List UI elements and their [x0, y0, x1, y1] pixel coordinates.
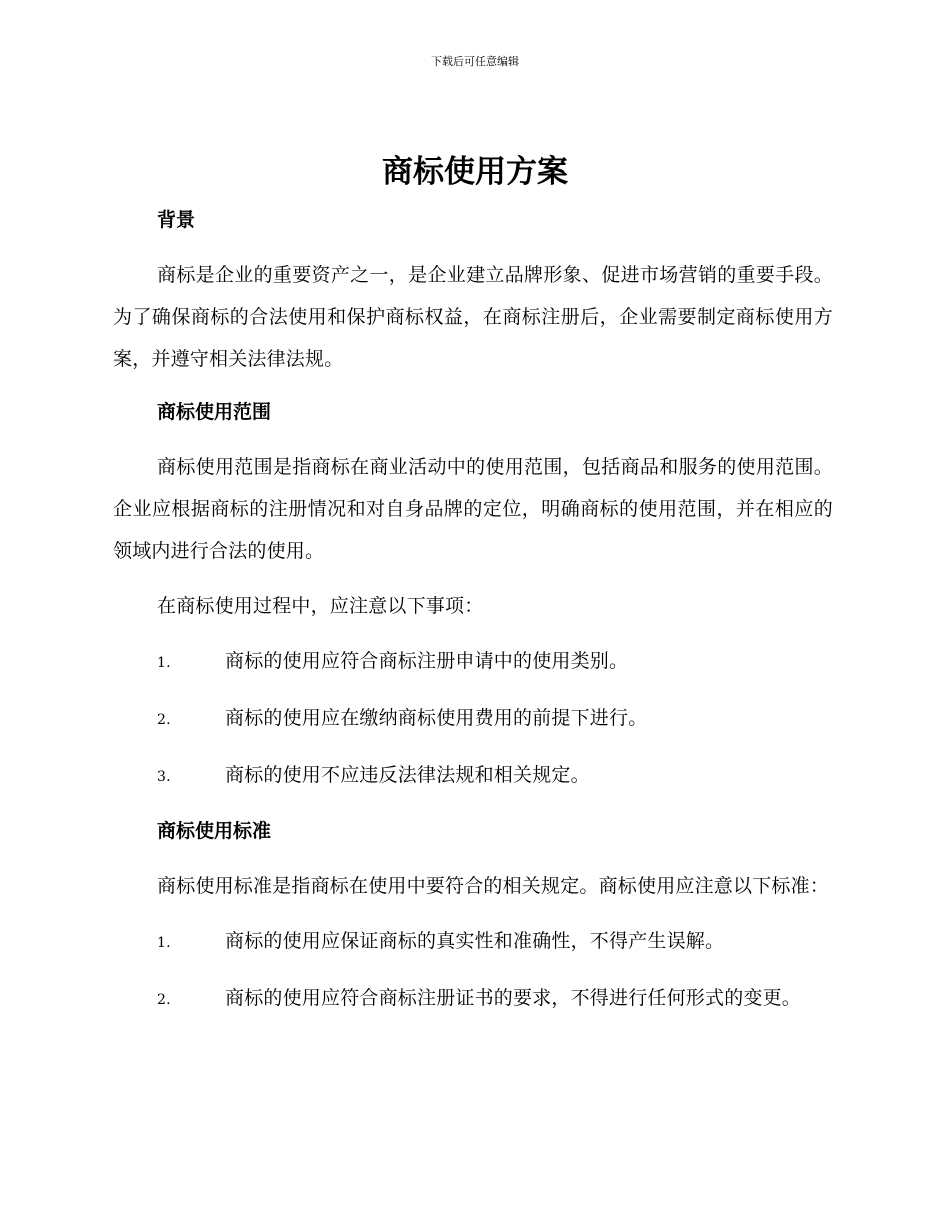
list-item-number: 1.	[157, 655, 171, 671]
list-item-number: 1.	[157, 935, 171, 951]
document-title: 商标使用方案	[382, 154, 568, 190]
list-item	[113, 697, 833, 741]
list-item-text: 商标的使用应符合商标注册证书的要求，不得进行任何形式的变更。	[225, 987, 802, 1009]
scope-paragraph: 商标使用范围是指商标在商业活动中的使用范围，包括商品和服务的使用范围。企业应根据商标的注册情况和对自身品牌的定位，明确商标的使用范围，并在相应的领域内进行合法的使用。	[113, 456, 833, 562]
list-item	[113, 640, 833, 684]
list-item-text: 商标的使用不应违反法律法规和相关规定。	[225, 764, 590, 786]
document-body	[113, 200, 833, 1034]
section-heading-scope: 商标使用范围	[157, 401, 272, 423]
list-item-number: 3.	[157, 769, 171, 785]
list-item-text: 商标的使用应在缴纳商标使用费用的前提下进行。	[225, 707, 648, 729]
standard-list	[113, 920, 833, 1021]
standard-paragraph: 商标使用标准是指商标在使用中要符合的相关规定。商标使用应注意以下标准：	[157, 875, 830, 897]
section-heading-standard: 商标使用标准	[157, 820, 272, 842]
list-item	[113, 920, 833, 964]
background-paragraph: 商标是企业的重要资产之一，是企业建立品牌形象、促进市场营销的重要手段。为了确保商标的合法使用和保护商标权益，在商标注册后，企业需要制定商标使用方案，并遵守相关法律法规。	[113, 264, 833, 370]
list-item-text: 商标的使用应保证商标的真实性和准确性，不得产生误解。	[225, 930, 725, 952]
list-item	[113, 977, 833, 1021]
list-item	[113, 754, 833, 798]
list-item-number: 2.	[157, 992, 171, 1008]
section-heading-background: 背景	[157, 209, 196, 231]
page-header: 下载后可任意编辑	[431, 55, 519, 68]
scope-list	[113, 640, 833, 798]
scope-intro: 在商标使用过程中，应注意以下事项：	[157, 595, 484, 617]
list-item-text: 商标的使用应符合商标注册申请中的使用类别。	[225, 650, 629, 672]
list-item-number: 2.	[157, 712, 171, 728]
